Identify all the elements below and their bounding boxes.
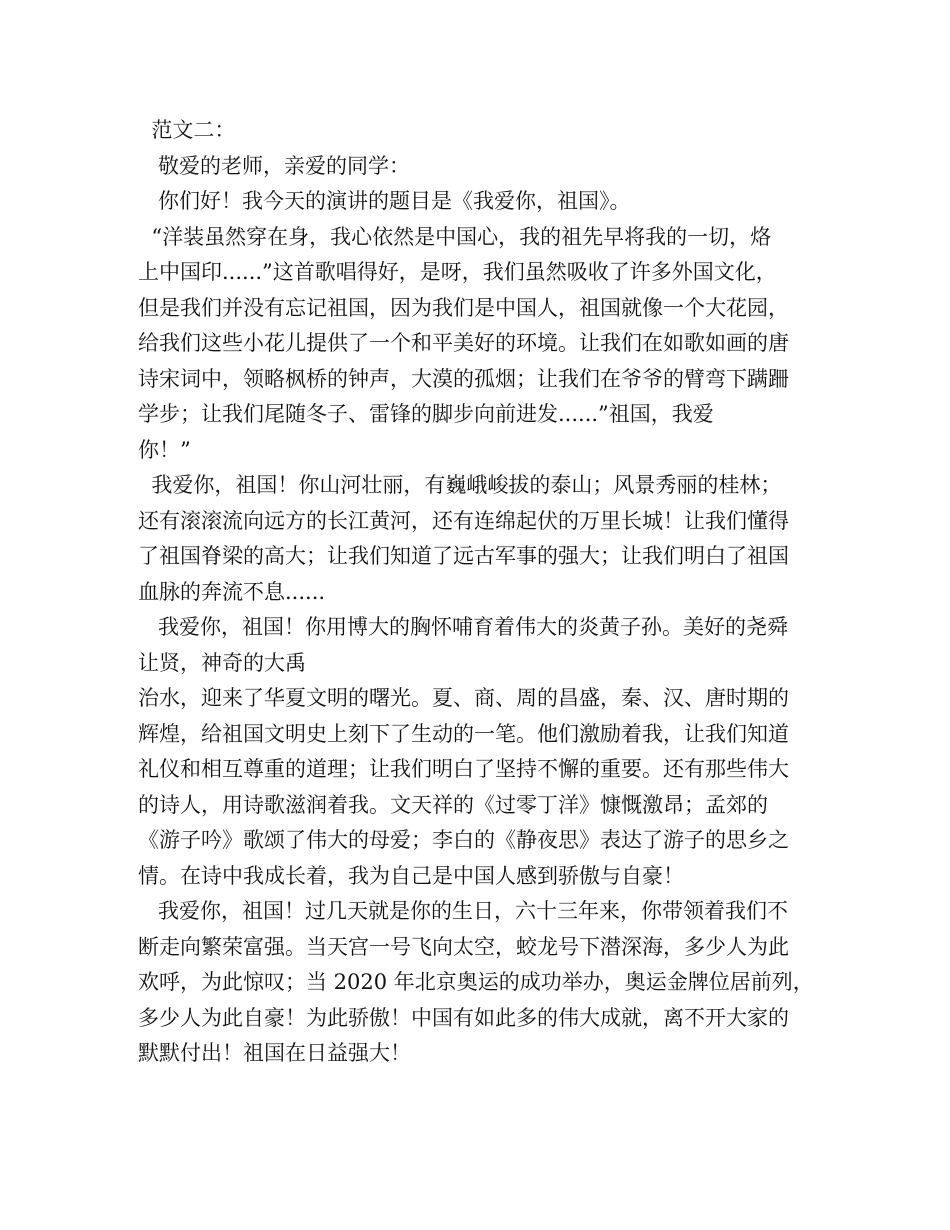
text-line: 但是我们并没有忘记祖国，因为我们是中国人，祖国就像一个大花园， <box>138 295 789 320</box>
text-line: 治水，迎来了华夏文明的曙光。夏、商、周的昌盛，秦、汉、唐时期的 <box>138 686 789 710</box>
text-line: 还有滚滚流向远方的长江黄河，还有连绵起伏的万里长城！让我们懂得 <box>138 508 789 533</box>
text-line: 血脉的奔流不息...... <box>138 579 326 604</box>
text-line: 我爱你，祖国！你用博大的胸怀哺育着伟大的炎黄子孙。美好的尧舜 <box>138 615 789 639</box>
text-line: 《游子吟》歌颂了伟大的母爱；李白的《静夜思》表达了游子的思乡之 <box>138 828 789 852</box>
text-line: 你！” <box>138 437 191 462</box>
text-line: 情。在诗中我成长着，我为自己是中国人感到骄傲与自豪！ <box>138 863 684 888</box>
text-line: 的诗人，用诗歌滋润着我。文天祥的《过零丁洋》慷慨激昂；孟郊的 <box>138 792 768 817</box>
text-line: 礼仪和相互尊重的道理；让我们明白了坚持不懈的重要。还有那些伟大 <box>138 757 789 781</box>
text-line: 我爱你，祖国！你山河壮丽，有巍峨峻拔的泰山；风景秀丽的桂林； <box>138 473 782 497</box>
text-line: “洋装虽然穿在身，我心依然是中国心，我的祖先早将我的一切，烙 <box>138 224 772 249</box>
text-line: 默默付出！祖国在日益强大！ <box>138 1041 411 1065</box>
text-line: 多少人为此自豪！为此骄傲！中国有如此多的伟大成就，离不开大家的 <box>138 1005 789 1030</box>
text-line: 让贤，神奇的大禹 <box>138 650 306 675</box>
text-line: 学步；让我们尾随冬子、雷锋的脚步向前进发......”祖国，我爱 <box>138 402 714 426</box>
text-line: 断走向繁荣富强。当天宫一号飞向太空，蛟龙号下潜深海，多少人为此 <box>138 934 789 959</box>
text-line: 给我们这些小花儿提供了一个和平美好的环境。让我们在如歌如画的唐 <box>138 331 789 355</box>
text-line: 我爱你，祖国！过几天就是你的生日，六十三年来，你带领着我们不 <box>138 899 789 923</box>
text-line: 欢呼，为此惊叹；当 2020 年北京奥运的成功举办，奥运金牌位居前列， <box>138 970 814 994</box>
text-line: 敬爱的老师，亲爱的同学： <box>138 153 411 178</box>
text-line: 辉煌，给祖国文明史上刻下了生动的一笔。他们激励着我，让我们知道 <box>138 721 789 746</box>
speech-text <box>138 113 818 1072</box>
text-line: 范文二： <box>138 118 236 142</box>
text-line: 了祖国脊梁的高大；让我们知道了远古军事的强大；让我们明白了祖国 <box>138 544 789 568</box>
text-line: 诗宋词中，领略枫桥的钟声，大漠的孤烟；让我们在爷爷的臂弯下蹒跚 <box>138 366 789 391</box>
text-line: 上中国印......”这首歌唱得好，是呀，我们虽然吸收了许多外国文化， <box>138 260 777 284</box>
text-line: 你们好！我今天的演讲的题目是《我爱你，祖国》。 <box>138 189 631 213</box>
